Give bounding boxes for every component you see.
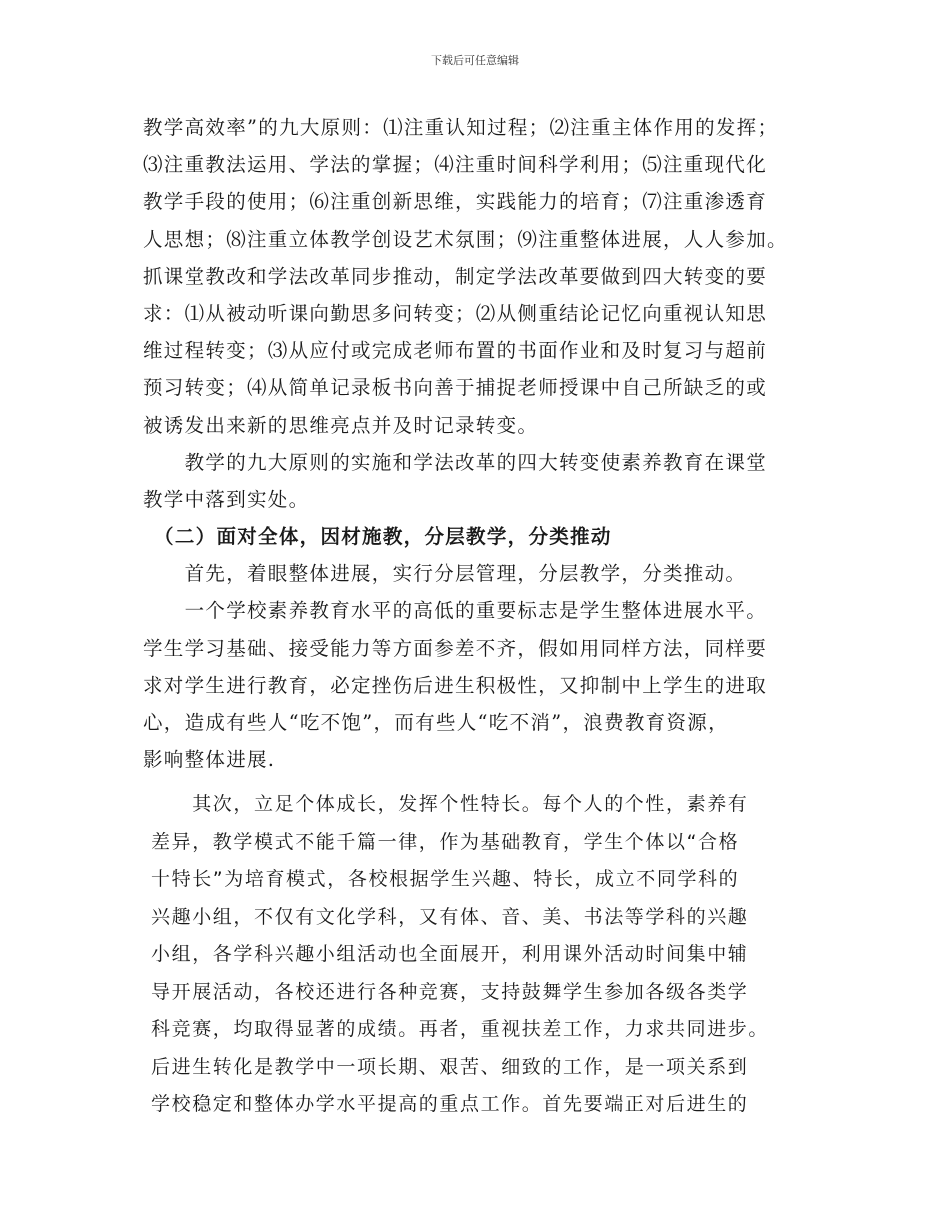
text-line: 心，造成有些人“吃不饱”，而有些人“吃不消”，浪费教育资源， (143, 711, 729, 734)
text-line: 教学的九大原则的实施和学法改革的四大转变使素养教育在课堂 (143, 450, 768, 474)
text-line: 差异，教学模式不能千篇一律，作为基础教育，学生个体以“合格 (151, 830, 740, 853)
text-line: 学校稳定和整体办学水平提高的重点工作。首先要端正对后进生的 (151, 1093, 749, 1115)
text-line: 小组，各学科兴趣小组活动也全面展开，利用课外活动时间集中辅 (151, 943, 749, 965)
text-line: 抓课堂教改和学法改革同步推动，制定学法改革要做到四大转变的要 (143, 264, 768, 288)
text-line: 教学手段的使用；⑹注重创新思维，实践能力的培育；⑺注重渗透育 (143, 190, 768, 214)
text-line: 学生学习基础、接受能力等方面参差不齐，假如用同样方法，同样要 (143, 636, 768, 660)
text-line: 维过程转变；⑶从应付或完成老师布置的书面作业和及时复习与超前 (143, 339, 768, 363)
text-line: 后进生转化是教学中一项长期、艰苦、细致的工作，是一项关系到 (151, 1055, 749, 1078)
text-line: 教学中落到实处。 (143, 487, 310, 511)
text-line: 一个学校素养教育水平的高低的重要标志是学生整体进展水平。 (143, 599, 768, 623)
text-line: 被诱发出来新的思维亮点并及时记录转变。 (143, 413, 539, 437)
text-line: 求：⑴从被动听课向勤思多问转变；⑵从侧重结论记忆向重视认知思 (143, 301, 768, 325)
text-line: 教学高效率”的九大原则：⑴注重认知过程；⑵注重主体作用的发挥； (143, 116, 779, 139)
text-line: 影响整体进展. (143, 748, 276, 772)
text-line: 其次，立足个体成长，发挥个性特长。每个人的个性，素养有 (151, 793, 749, 815)
text-line: 科竞赛，均取得显著的成绩。再者，重视扶差工作，力求共同进步。 (151, 1018, 770, 1040)
text-line: ⑶注重教法运用、学法的掌握；⑷注重时间科学利用；⑸注重现代化 (143, 153, 768, 177)
text-line: 十特长”为培育模式，各校根据学生兴趣、特长，成立不同学科的 (151, 868, 740, 890)
text-line: 兴趣小组，不仅有文化学科，又有体、音、美、书法等学科的兴趣 (151, 905, 749, 928)
text-line: 人思想；⑻注重立体教学创设艺术氛围；⑼注重整体进展，人人参加。 (143, 227, 788, 251)
text-block-2 (151, 786, 831, 1124)
text-block-1 (143, 109, 823, 778)
text-line: 导开展活动，各校还进行各种竞赛，支持鼓舞学生参加各级各类学 (151, 980, 749, 1003)
page-header: 下载后可任意编辑 (431, 54, 519, 67)
text-line: 预习转变；⑷从简单记录板书向善于捕捉老师授课中自己所缺乏的或 (143, 376, 768, 400)
text-line: 求对学生进行教育，必定挫伤后进生积极性，又抑制中上学生的进取 (143, 673, 768, 697)
text-line: 首先，着眼整体进展，实行分层管理，分层教学，分类推动。 (143, 562, 747, 586)
section-heading: （二）面对全体，因材施教，分层教学，分类推动 (143, 525, 612, 549)
